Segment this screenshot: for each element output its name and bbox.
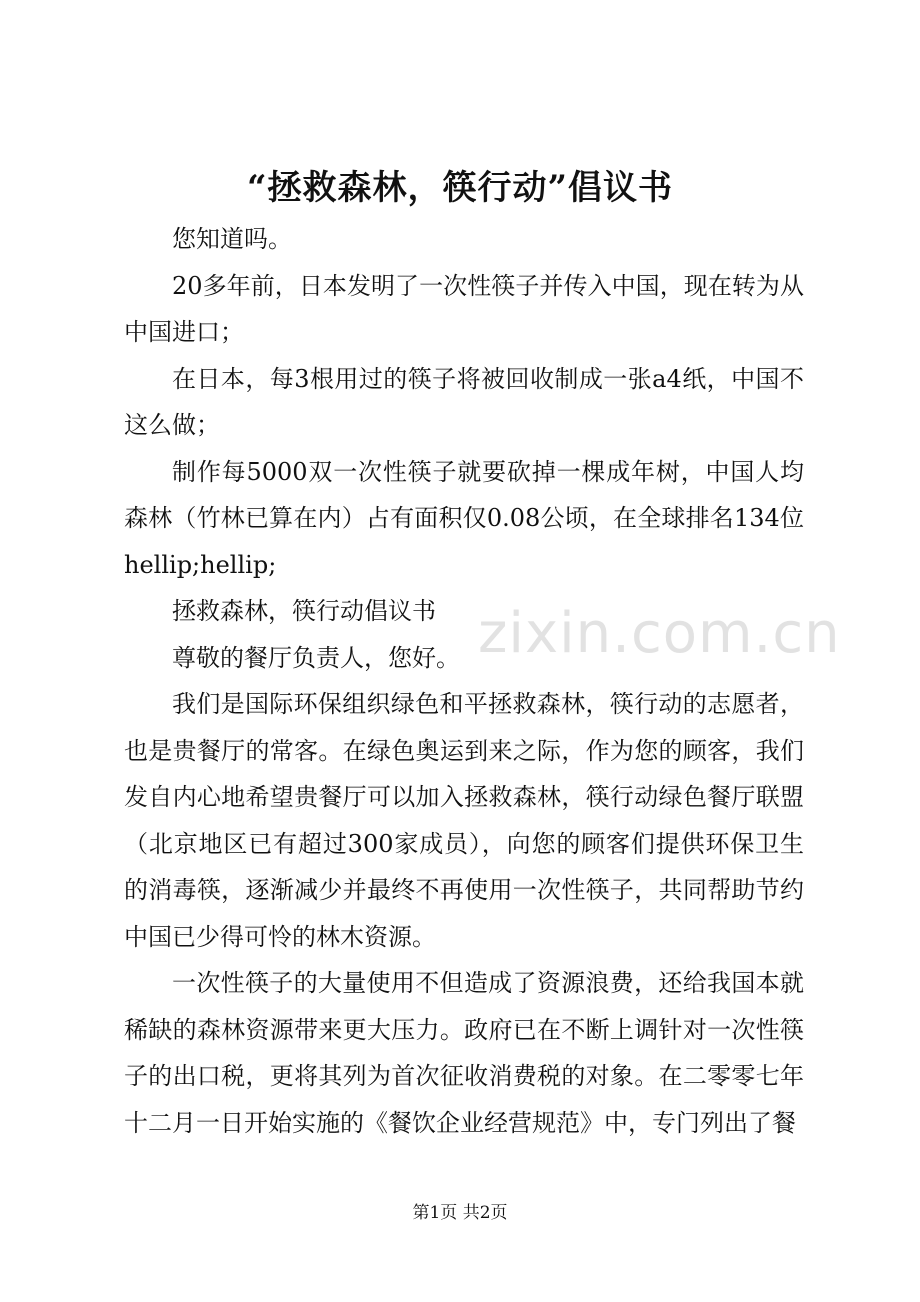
paragraph-history: 20多年前，日本发明了一次性筷子并传入中国，现在转为从中国进口； (124, 271, 804, 346)
page-number-footer: 第1页 共2页 (412, 1203, 508, 1223)
paragraph-forest-statistics: 制作每5000双一次性筷子就要砍掉一棵成年树，中国人均森林（竹林已算在内）占有面积仅0.08公顷，在全球排名134位hellip;hellip; (124, 457, 804, 579)
paragraph-japan: 在日本，每3根用过的筷子将被回收制成一张a4纸，中国不这么做； (124, 364, 804, 439)
paragraph-policy: 一次性筷子的大量使用不但造成了资源浪费，还给我国本就稀缺的森林资源带来更大压力。政府已在不断上调针对一次性筷子的出口税，更将其列为首次征收消费税的对象。在二零零七年十二月一日开始实施的《餐饮企业经营规范》中，专门列出了餐 (124, 969, 804, 1137)
document-title: “拯救森林，筷行动”倡议书 (246, 168, 674, 208)
paragraph-greeting: 尊敬的餐厅负责人，您好。 (172, 643, 460, 672)
paragraph-question: 您知道吗。 (172, 225, 292, 253)
watermark-logo: zixin.com.cn (478, 601, 841, 666)
paragraph-appeal: 我们是国际环保组织绿色和平拯救森林，筷行动的志愿者，也是贵餐厅的常客。在绿色奥运到来之际，作为您的顾客，我们发自内心地希望贵餐厅可以加入拯救森林，筷行动绿色餐厅联盟（北京地区已有超过300家成员），向您的顾客们提供环保卫生的消毒筷，逐渐减少并最终不再使用一次性筷子，共同帮助节约中国已少得可怜的林木资源。 (124, 690, 804, 951)
document-body (124, 216, 804, 1146)
paragraph-section-heading: 拯救森林，筷行动倡议书 (172, 597, 436, 625)
